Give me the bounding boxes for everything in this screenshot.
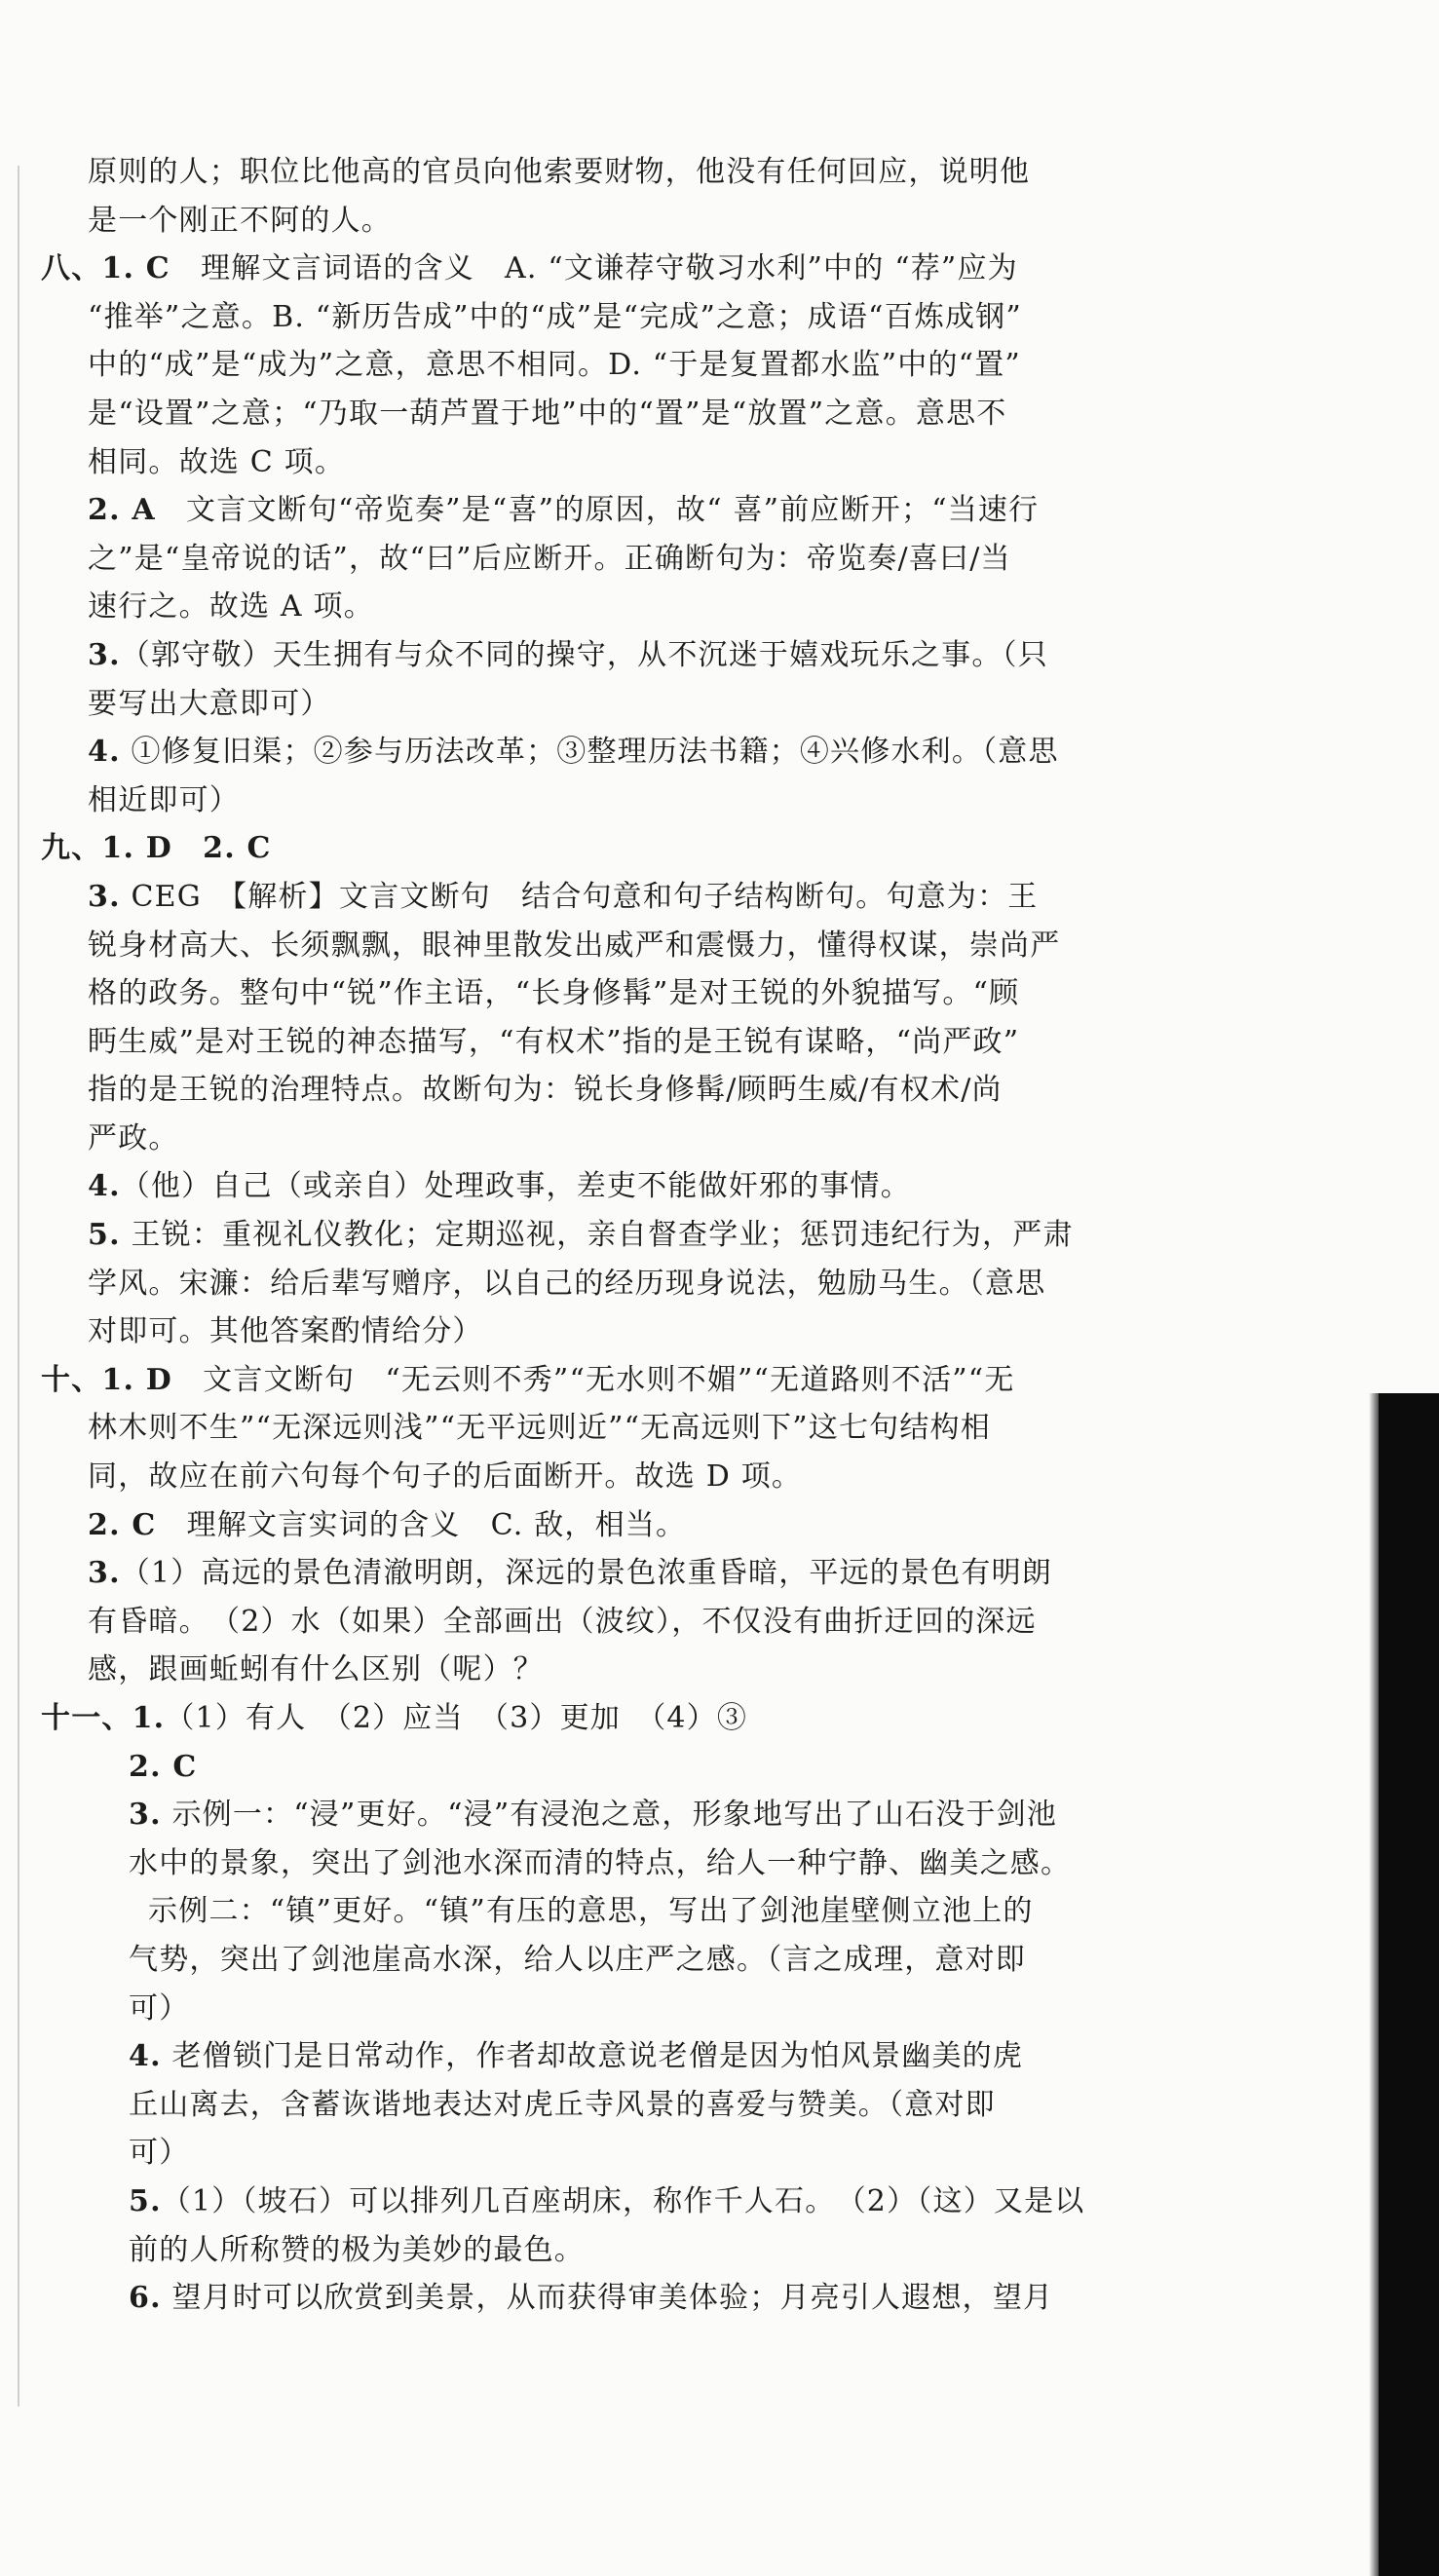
line-text: 可）	[129, 2136, 190, 2171]
text-line	[41, 1066, 1059, 1115]
line-text: 可）	[129, 1990, 190, 2026]
question-number: 十、1. D	[41, 1362, 172, 1397]
line-text: 相近即可）	[88, 782, 240, 817]
text-line	[41, 1162, 1059, 1211]
text-line	[41, 1307, 1059, 1356]
question-number: 4.	[129, 2039, 162, 2074]
line-text: 严政。	[88, 1120, 179, 1155]
line-text: （他）自己（或亲自）处理政事，差吏不能做奸邪的事情。	[120, 1169, 911, 1204]
text-line	[41, 2032, 1059, 2081]
text-line	[41, 631, 1059, 680]
question-number: 3.	[88, 637, 121, 672]
line-text: 示例一：“浸”更好。“浸”有浸泡之意，形象地写出了山石没于剑池	[161, 1798, 1058, 1833]
text-line	[41, 1018, 1059, 1067]
text-line	[41, 197, 1059, 246]
margin-line	[18, 166, 19, 2406]
line-text: “推举”之意。B. “新历告成”中的“成”是“完成”之意；成语“百炼成钢”	[88, 299, 1022, 334]
line-text: 速行之。故选 A 项。	[88, 589, 374, 625]
text-line	[41, 2129, 1059, 2178]
question-number: 3.	[88, 879, 121, 914]
line-text: 要写出大意即可）	[88, 686, 331, 721]
line-text: 眄生威”是对王锐的神态描写，“有权术”指的是王锐有谋略，“尚严政”	[88, 1024, 1020, 1059]
line-text: （1）有人 （2）应当 （3）更加 （4）③	[165, 1701, 748, 1735]
answer-text-block	[41, 148, 1085, 2323]
question-number: 2. A	[88, 493, 156, 528]
question-number: 八、1. C	[41, 251, 170, 286]
line-text: CEG 【解析】文言文断句 结合句意和句子结构断句。句意为：王	[120, 879, 1039, 914]
line-text: （郭守敬）天生拥有与众不同的操守，从不沉迷于嬉戏玩乐之事。（只	[120, 637, 1048, 672]
question-number: 十一、1.	[41, 1701, 166, 1735]
line-text: 是“设置”之意；“乃取一葫芦置于地”中的“置”是“放置”之意。意思不	[88, 396, 1007, 431]
text-line	[41, 1549, 1059, 1598]
line-text: 示例二：“镇”更好。“镇”有压的意思，写出了剑池崖壁侧立池上的	[148, 1894, 1034, 1929]
text-line	[41, 1936, 1059, 1985]
text-line	[41, 1115, 1059, 1163]
line-text: 望月时可以欣赏到美景，从而获得审美体验；月亮引人遐想，望月	[161, 2281, 1054, 2316]
line-text: 林木则不生”“无深远则浅”“无平远则近”“无高远则下”这七句结构相	[88, 1411, 991, 1446]
text-line	[41, 2178, 1085, 2226]
text-line	[41, 341, 1059, 390]
question-number: 5.	[88, 1218, 121, 1253]
text-line	[41, 1260, 1059, 1308]
line-text: 丘山离去，含蓄诙谐地表达对虎丘寺风景的喜爱与赞美。（意对即	[129, 2087, 996, 2122]
text-line	[41, 245, 1059, 293]
text-line	[41, 1985, 1059, 2033]
line-text: 是一个刚正不阿的人。	[88, 203, 392, 238]
line-text: 理解文言实词的含义 C. 敌，相当。	[156, 1507, 687, 1542]
text-line	[41, 1404, 1059, 1453]
question-number: 3.	[129, 1798, 162, 1833]
text-line	[41, 1791, 1059, 1839]
line-text: 王锐：重视礼仪教化；定期巡视，亲自督查学业；惩罚违纪行为，严肃	[120, 1218, 1074, 1253]
text-line	[41, 728, 1059, 777]
text-line	[41, 922, 1059, 970]
text-line	[41, 1839, 1072, 1888]
line-text: 前的人所称赞的极为美妙的最色。	[129, 2232, 585, 2267]
text-line	[41, 535, 1059, 584]
line-text: 之”是“皇帝说的话”，故“曰”后应断开。正确断句为：帝览奏/喜曰/当	[88, 541, 1011, 576]
question-number: 4.	[88, 1169, 121, 1204]
text-line	[41, 1598, 1059, 1647]
line-text: 文言文断句“帝览奏”是“喜”的原因，故“ 喜”前应断开；“当速行	[155, 493, 1040, 528]
line-text: 理解文言词语的含义 A. “文谦荐守敬习水利”中的 “荐”应为	[170, 251, 1018, 286]
text-line	[41, 1646, 1059, 1694]
line-text: 原则的人；职位比他高的官员向他索要财物，他没有任何回应，说明他	[88, 155, 1031, 189]
line-text: 感，跟画蚯蚓有什么区别（呢）？	[88, 1652, 544, 1687]
text-line	[41, 390, 1059, 438]
line-text: 指的是王锐的治理特点。故断句为：锐长身修髯/顾眄生威/有权术/尚	[88, 1073, 1003, 1108]
line-text: 中的“成”是“成为”之意，意思不相同。D. “于是复置都水监”中的“置”	[88, 348, 1021, 383]
line-text: 有昏暗。 （2）水（如果）全部画出（波纹），不仅没有曲折迂回的深远	[88, 1604, 1037, 1639]
line-text: （1）高远的景色清澈明朗，深远的景色浓重昏暗，平远的景色有明朗	[120, 1556, 1053, 1591]
question-number: 6.	[129, 2281, 162, 2316]
text-line	[41, 1356, 1059, 1405]
text-line	[41, 1743, 1059, 1792]
line-text: 气势，突出了剑池崖高水深，给人以庄严之感。（言之成理，意对即	[129, 1942, 1026, 1977]
text-line	[41, 1453, 1059, 1501]
line-text: 老僧锁门是日常动作，作者却故意说老僧是因为怕风景幽美的虎	[161, 2039, 1024, 2074]
line-text: ①修复旧渠；②参与历法改革；③整理历法书籍；④兴修水利。（意思	[120, 735, 1059, 770]
line-text: 锐身材高大、长须飘飘，眼神里散发出威严和震慑力，懂得权谋，崇尚严	[88, 928, 1061, 963]
line-text: 学风。宋濂：给后辈写赠序，以自己的经历现身说法，勉励马生。（意思	[88, 1266, 1046, 1301]
text-line	[41, 1501, 1059, 1550]
text-line	[41, 680, 1059, 729]
text-line	[41, 2081, 1059, 2130]
question-number: 九、1. D 2. C	[41, 831, 272, 866]
text-line	[41, 1694, 1059, 1743]
line-text: 水中的景象，突出了剑池水深而清的特点，给人一种宁静、幽美之感。	[129, 1845, 1072, 1880]
line-text: 同，故应在前六句每个句子的后面断开。故选 D 项。	[88, 1459, 803, 1495]
text-line	[41, 777, 1059, 825]
line-text: 文言文断句 “无云则不秀”“无水则不媚”“无道路则不活”“无	[171, 1362, 1015, 1397]
text-line	[41, 873, 1059, 922]
question-number: 2. C	[88, 1507, 157, 1542]
text-line	[41, 583, 1059, 631]
line-text: 相同。故选 C 项。	[88, 444, 346, 479]
scan-shadow	[1379, 1393, 1439, 2576]
text-line	[41, 438, 1059, 487]
text-line	[41, 148, 1059, 197]
text-line	[41, 969, 1059, 1018]
line-text: 对即可。其他答案酌情给分）	[88, 1314, 483, 1349]
question-number: 3.	[88, 1556, 121, 1591]
text-line	[41, 1211, 1074, 1260]
text-line	[41, 824, 1059, 873]
text-line	[41, 2274, 1059, 2323]
text-line	[41, 293, 1059, 342]
question-number: 5.	[129, 2183, 162, 2218]
question-number: 2. C	[129, 1749, 198, 1784]
text-line	[41, 486, 1059, 535]
question-number: 4.	[88, 735, 121, 770]
line-text: 格的政务。整句中“锐”作主语，“长身修髯”是对王锐的外貌描写。“顾	[88, 976, 1020, 1011]
text-line	[41, 2226, 1059, 2275]
text-line	[41, 1887, 1059, 1936]
line-text: （1）（坡石）可以排列几百座胡床，称作千人石。 （2）（这）又是以	[161, 2183, 1085, 2218]
